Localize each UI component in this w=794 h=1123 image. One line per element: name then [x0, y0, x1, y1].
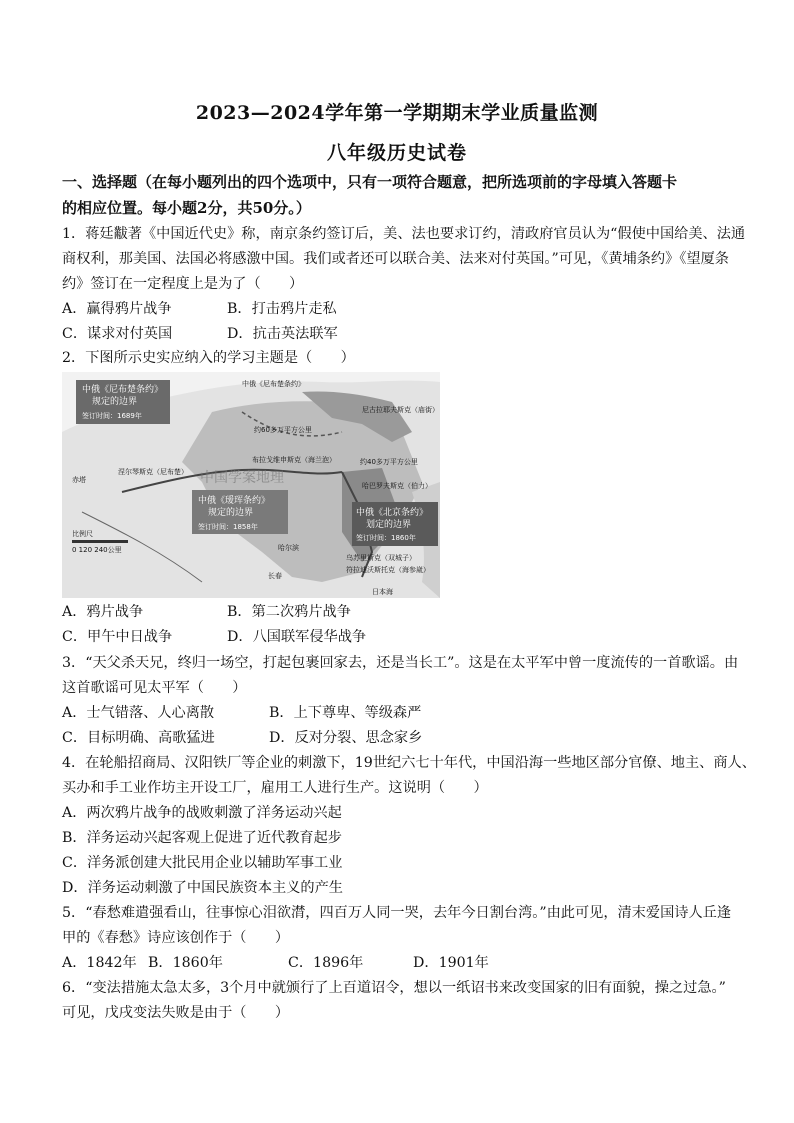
city-label: 哈尔滨: [278, 544, 299, 552]
q4-option-c: C．洋务派创建大批民用企业以辅助军事工业: [62, 855, 343, 871]
city-label: 哈巴罗夫斯克（伯力）: [362, 482, 432, 490]
q6-text: 6．“变法措施太急太多，3个月中就颁行了上百道诏令，想以一纸诏书来改变国家的旧有面貌，操之过急。”: [62, 980, 726, 996]
svg-text:签订时间：1860年: 签订时间：1860年: [356, 534, 416, 542]
q2-option-a: A．鸦片战争: [62, 604, 144, 620]
q1-option-d: D．抗击英法联军: [227, 326, 338, 342]
city-label: 赤塔: [72, 476, 86, 484]
q5-option-b: B．1860年: [148, 955, 223, 971]
city-label: 布拉戈维申斯克（海兰泡）: [252, 456, 336, 464]
city-label: 符拉迪沃斯托克（海参崴）: [346, 566, 430, 574]
russia-border-map: [62, 372, 440, 598]
svg-text:划定的边界: 划定的边界: [366, 520, 412, 530]
q1-options-row2: [62, 324, 338, 344]
q1-options-row1: [62, 299, 337, 319]
area-label: 约40多万平方公里: [360, 458, 418, 466]
q4-option-a: A．两次鸦片战争的战败刺激了洋务运动兴起: [62, 805, 342, 821]
nerchinsk-treaty-box: [76, 380, 170, 424]
q3-text: 这首歌谣可见太平军（ ）: [62, 680, 247, 696]
city-label: 乌苏里斯克（双城子）: [346, 554, 416, 562]
svg-text:规定的边界: 规定的边界: [208, 508, 254, 518]
q5-option-d: D．1901年: [413, 955, 489, 971]
scale-values: 0 120 240公里: [72, 546, 122, 554]
city-label: 涅尔琴斯克（尼布楚）: [118, 468, 188, 476]
q3-option-a: A．士气错落、人心离散: [62, 705, 215, 721]
watermark: 中国学案地理: [200, 470, 284, 486]
map-label: 中俄《尼布楚条约》: [242, 380, 305, 388]
q3-text: 3．“天父杀天兄，终归一场空，打起包裹回家去，还是当长工”。这是在太平军中曾一度流传的一首歌谣。由: [62, 655, 739, 671]
q1-text: 商权利，那美国、法国必将感激中国。我们或者还可以联合美、法来对付英国。”可见，《黄埔条约》《望厦条: [62, 251, 729, 267]
q3-options-row2: [62, 728, 422, 748]
q4-text: 4．在轮船招商局、汉阳铁厂等企业的刺激下，19世纪六七十年代，中国沿海一些地区部分官僚、地主、商人、: [62, 755, 756, 771]
q1-option-c: C．谋求对付英国: [62, 326, 173, 342]
scale-label: 比例尺: [72, 530, 93, 538]
q6-text: 可见，戊戌变法失败是由于（ ）: [62, 1005, 290, 1021]
q4-option-d: D．洋务运动刺激了中国民族资本主义的产生: [62, 880, 343, 896]
svg-text:规定的边界: 规定的边界: [92, 397, 138, 407]
q5-option-a: A．1842年: [62, 955, 137, 971]
city-label: 长春: [268, 572, 282, 580]
section-heading: 一、选择题（在每小题列出的四个选项中，只有一项符合题意，把所选项前的字母填入答题卡: [62, 173, 678, 191]
exam-title: 2023—2024学年第一学期期末学业质量监测: [195, 102, 599, 124]
q2-option-c: C．甲午中日战争: [62, 629, 173, 645]
q1-text: 约》签订在一定程度上是为了（ ）: [62, 276, 304, 292]
q2-option-d: D．八国联军侵华战争: [227, 629, 367, 645]
exam-subtitle: 八年级历史试卷: [326, 142, 467, 164]
q5-text: 甲的《春愁》诗应该创作于（ ）: [62, 930, 290, 946]
beijing-treaty-box: [352, 502, 438, 546]
q2-text: 2．下图所示史实应纳入的学习主题是（ ）: [62, 350, 355, 366]
svg-text:签订时间：1858年: 签订时间：1858年: [198, 523, 258, 531]
q4-text: 买办和手工业作坊主开设工厂，雇用工人进行生产。这说明（ ）: [62, 780, 488, 796]
q3-option-b: B．上下尊卑、等级森严: [269, 705, 422, 721]
q1-text: 1．蒋廷黻著《中国近代史》称，南京条约签订后，美、法也要求订约，清政府官员认为“假使中国给美、法通: [62, 226, 746, 242]
q5-options: [62, 953, 489, 973]
q3-options-row1: [62, 703, 421, 723]
q2-options-row2: [62, 627, 366, 647]
q2-options-row1: [62, 602, 351, 622]
svg-text:中俄《瑷珲条约》: 中俄《瑷珲条约》: [198, 496, 271, 506]
q2-option-b: B．第二次鸦片战争: [227, 604, 351, 620]
q1-option-b: B．打击鸦片走私: [227, 301, 337, 317]
q4-option-b: B．洋务运动兴起客观上促进了近代教育起步: [62, 830, 342, 846]
section-heading-cont: 的相应位置。每小题2分，共50分。）: [62, 199, 311, 217]
q3-option-c: C．目标明确、高歌猛进: [62, 730, 215, 746]
city-label: 尼古拉耶夫斯克（庙街）: [362, 406, 439, 414]
q3-option-d: D．反对分裂、思念家乡: [269, 730, 423, 746]
svg-text:签订时间：1689年: 签订时间：1689年: [82, 412, 142, 420]
svg-text:中俄《北京条约》: 中俄《北京条约》: [356, 508, 429, 518]
q1-option-a: A．赢得鸦片战争: [62, 301, 172, 317]
q5-option-c: C．1896年: [288, 955, 364, 971]
q5-text: 5．“春愁难遣强看山，往事惊心泪欲潸，四百万人同一哭，去年今日割台湾。”由此可见，清末爱国诗人丘逢: [62, 905, 732, 921]
aigun-treaty-box: [192, 490, 288, 534]
svg-text:中俄《尼布楚条约》: 中俄《尼布楚条约》: [82, 385, 164, 395]
sea-label: 日本海: [372, 588, 393, 596]
area-label: 约60多万平方公里: [254, 426, 312, 434]
